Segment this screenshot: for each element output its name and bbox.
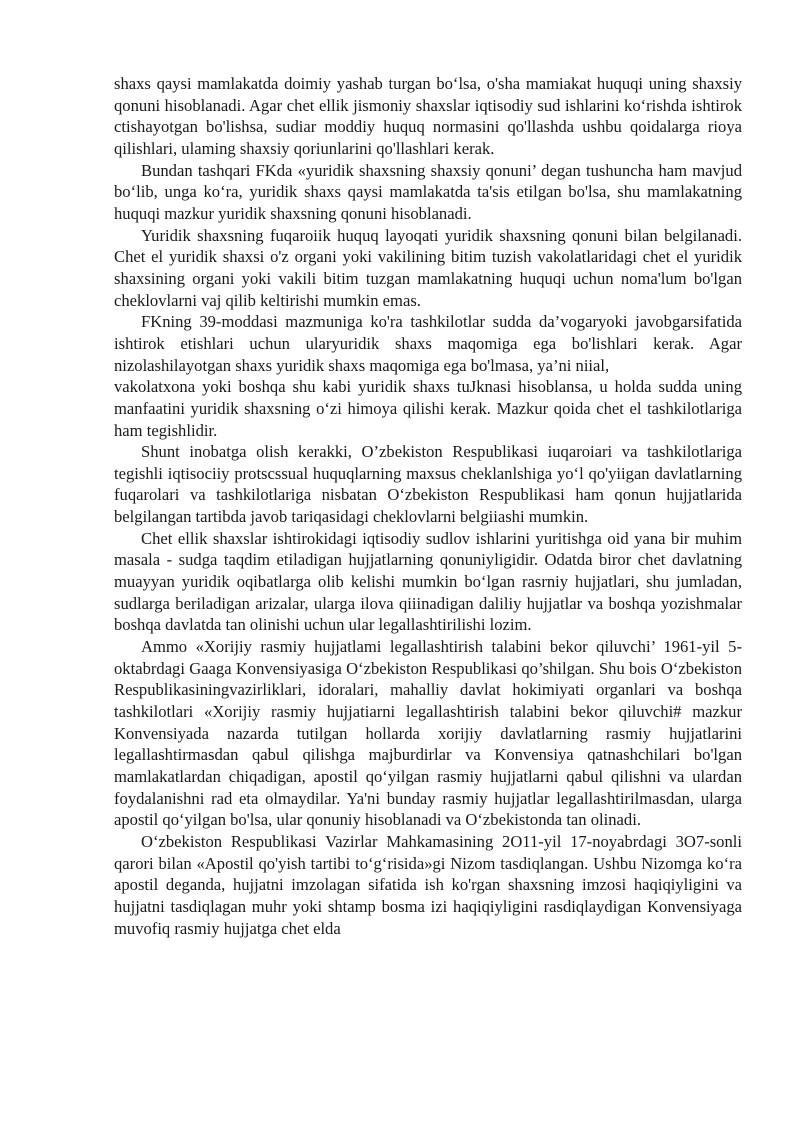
- paragraph-4: FKning 39-moddasi mazmuniga ko'ra tashkilotlar sudda da’vogaryoki javobgarsifatida ishtirok etishlari uchun ularyuridik shaxs maqomiga ega bo'lishlari kerak. Agar nizolashilayotgan shaxs yuridik shaxs maqomiga ega bo'lmasa, ya’ni niial,: [114, 312, 742, 375]
- paragraph-2: Bundan tashqari FKda «yuridik shaxsning shaxsiy qonuni’ degan tushuncha ham mavjud bo‘lib, unga ko‘ra, yuridik shaxs qaysi mamlakatda ta'sis etilgan bo'lsa, shu mamlakatning huquqi mazkur yuridik shaxsning qonuni hisoblanadi.: [114, 160, 742, 223]
- document-page: [114, 73, 742, 939]
- paragraph-7: Chet ellik shaxslar ishtirokidagi iqtisodiy sudlov ishlarini yuritishga oid yana bir muhim masala - sudga taqdim etiladigan hujjatlarning qonuniyligidir. Odatda biror chet davlatning muayyan yuridik oqibatlarga olib kelishi mumkin bo‘lgan rasrniy hujjatlari, shu jumladan, sudlarga beriladigan arizalar, ularga ilova qiiinadigan daliliy hujjatlar va boshqa yozishmalar boshqa davlatda tan olinishi uchun ular legallashtirilishi lozim.: [114, 528, 742, 635]
- paragraph-6: Shunt inobatga olish kerakki, O’zbekiston Respublikasi iuqaroiari va tashkilotlariga tegishli iqtisociiy protscssual huquqlarning maxsus cheklanlshiga yo‘l qo'yiigan davlatlarning fuqarolari va tashkilotlariga nisbatan O‘zbekiston Respublikasi ham qonun hujjatlarida belgilangan tartibda javob tariqasidagi cheklovlarni belgiiashi mumkin.: [114, 442, 742, 527]
- paragraph-5: vakolatxona yoki boshqa shu kabi yuridik shaxs tuJknasi hisoblansa, u holda sudda uning manfaatini yuridik shaxsning o‘zi himoya qilishi kerak. Mazkur qoida chet el tashkilotlariga ham tegishlidir.: [114, 377, 742, 440]
- paragraph-9: O‘zbekiston Respublikasi Vazirlar Mahkamasining 2O11-yil 17-noyabrdagi 3O7-sonli qarori bilan «Apostil qo'yish tartibi to‘g‘risida»gi Nizom tasdiqlangan. Ushbu Nizomga ko‘ra apostil deganda, hujjatni imzolagan sifatida ish ko'rgan shaxsning imzosi haqiqiyligini va hujjatni tasdiqlagan muhr yoki shtamp bosma izi haqiqiyligini rasdiqlaydigan Konvensiyaga muvofiq rasmiy hujjatga chet elda: [114, 831, 742, 938]
- paragraph-8: Ammo «Xorijiy rasmiy hujjatlami legallashtirish talabini bekor qiluvchi’ 1961-yil 5-oktabrdagi Gaaga Konvensiyasiga O‘zbekiston Respublikasi qo’shilgan. Shu bois O‘zbekiston Respublikasiningvazirliklari, idoralari, mahalliy davlat hokimiyati organlari va boshqa tashkilotlari «Xorijiy rasmiy hujjatiarni legallashtirish talabini bekor qiluvchi# mazkur Konvensiyada nazarda tutilgan hollarda xorijiy davlatlarning rasmiy hujjatlarini legallashtirmasdan qabul qilishga majburdirlar va Konvensiya qatnashchilari bo'lgan mamlakatlardan chiqadigan, apostil qo‘yilgan rasmiy hujjatlarni qabul qilishni va ulardan foydalanishni rad eta olmaydilar. Ya'ni bunday rasmiy hujjatlar legallashtirilmasdan, ularga apostil qo‘yilgan bo'lsa, ular qonuniy hisoblanadi va O‘zbekistonda tan olinadi.: [114, 637, 742, 830]
- paragraph-3: Yuridik shaxsning fuqaroiik huquq layoqati yuridik shaxsning qonuni bilan belgilanadi. Chet el yuridik shaxsi o'z organi yoki vakilining bitim tuzish vakolatlaridagi chet el yuridik shaxsining organi yoki vakili bitim tuzgan mamlakatning huquqi uchun noma'lum bo'lgan cheklovlarni vaj qilib keltirishi mumkin emas.: [114, 225, 742, 310]
- paragraph-1: shaxs qaysi mamlakatda doimiy yashab turgan bo‘lsa, o'sha mamiakat huquqi uning shaxsiy qonuni hisoblanadi. Agar chet ellik jismoniy shaxslar iqtisodiy sud ishlarini ko‘rishda ishtirok ctishayotgan bo'lishsa, sudiar moddiy huquq normasini qo'llashda ushbu qoidalarga rioya qilishlari, ulaming shaxsiy qoriunlarini qo'llashlari kerak.: [114, 74, 742, 158]
